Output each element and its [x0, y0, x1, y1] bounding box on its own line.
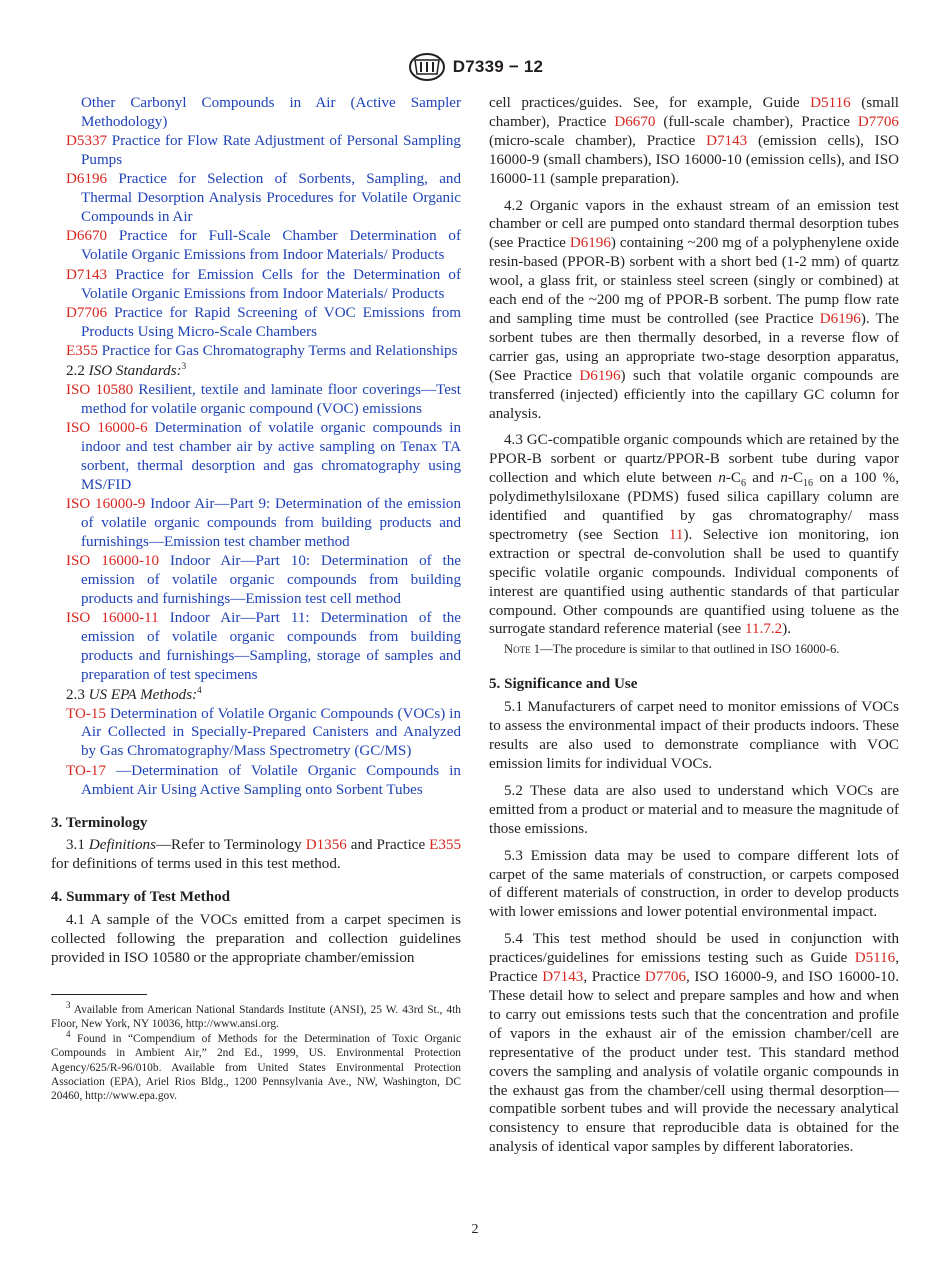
epa-methods-heading	[51, 686, 461, 705]
reference-item	[51, 762, 461, 800]
reference-code[interactable]: D6196	[66, 171, 108, 188]
text-run: and Practice	[350, 837, 426, 854]
text-run: 4.2 Organic vapors in the exhaust stream of an emission test chamber or cell are pumped onto standard thermal desorption tubes (see Practice	[489, 197, 899, 252]
term-label: Definitions	[88, 837, 156, 854]
subsection-title: ISO Standards:	[88, 362, 182, 379]
text-run: , Practice	[489, 950, 899, 986]
text-run: on a 100 %, polydimethylsiloxane (PDMS) fused silica capillary column are identified and quantified by gas chromatography/ mass spectrometry (see Section	[489, 470, 900, 543]
text-run: ). The sorbent tubes are then thermally desorbed, in a reverse flow of carrier gas, using an appropriate two-stage desorption apparatus, (See Practice	[489, 310, 899, 384]
reference-link[interactable]: D7143	[542, 969, 584, 986]
paragraph-5-3: 5.3 Emission data may be used to compare different lots of carpet of the same materials of construction, or carpets composed of different materials of construction, in order to develop products with lower emissions and lower potential environmental impact.	[489, 847, 899, 921]
left-column	[51, 94, 461, 1104]
reference-code[interactable]: D7143	[66, 266, 108, 283]
italic-n: n	[718, 470, 726, 487]
reference-code[interactable]: E355	[66, 343, 98, 360]
paragraph-5-2: 5.2 These data are also used to understand which VOCs are emitted from a product or material and to measure the magnitude of those emissions.	[489, 782, 899, 837]
text-run: (micro-scale chamber), Practice	[489, 132, 696, 149]
reference-continuation[interactable]: Other Carbonyl Compounds in Air (Active Sampler Methodology)	[81, 95, 461, 130]
reference-item	[51, 304, 461, 342]
paragraph-number: 3.1	[66, 837, 85, 854]
reference-title[interactable]: —Determination of Volatile Organic Compounds in Ambient Air Using Active Sampling onto Sorbent Tubes	[81, 762, 461, 798]
reference-title[interactable]: Practice for Gas Chromatography Terms and Relationships	[101, 343, 458, 360]
text-run: ). Selective ion monitoring, ion extraction or spectral de-convolution shall be used to quantify specific volatile organic compounds. Individual components of interest are quantified using authentic standards of that particular compound. Other compounds are quantified using toluene as the surrogate standard reference material (see	[489, 526, 899, 638]
page-number: 2	[471, 1222, 479, 1237]
reference-item	[51, 609, 461, 685]
reference-item	[51, 419, 461, 495]
astm-logo-icon	[407, 52, 447, 82]
reference-title[interactable]: Determination of Volatile Organic Compounds (VOCs) in Air Collected in Specially-Prepared Canisters and Analyzed by Gas Chromatography/Mass Spectrometry (GC/MS)	[81, 705, 461, 760]
reference-link[interactable]: D5116	[810, 95, 851, 111]
reference-code[interactable]: ISO 16000-11	[66, 610, 159, 627]
subsection-number: 2.2	[66, 362, 85, 379]
reference-code[interactable]: D6670	[66, 228, 108, 245]
reference-item	[51, 132, 461, 170]
reference-code[interactable]: D7706	[66, 304, 108, 321]
text-run: ).	[782, 621, 792, 638]
text-run: ) such that volatile organic compounds are transferred (injected) efficiently into the capillary GC column for analysis.	[489, 367, 899, 422]
reference-item	[51, 227, 461, 265]
reference-item	[51, 170, 461, 227]
section-heading-terminology: 3. Terminology	[51, 814, 148, 831]
reference-code[interactable]: ISO 16000-6	[66, 419, 148, 436]
footnote-4	[51, 1029, 461, 1103]
reference-title[interactable]: Indoor Air—Part 10: Determination of the emission of volatile organic compounds from building products and furnishings—Emission test cell method	[81, 553, 461, 608]
reference-title[interactable]: Indoor Air—Part 11: Determination of the emission of volatile organic compounds from building products and furnishings—Sampling, storage of samples and preparation of test specimens	[81, 610, 461, 684]
text-run: -C	[787, 470, 804, 487]
note-text: —The procedure is similar to that outlined in ISO 16000-6.	[540, 642, 840, 657]
note-label: Note 1	[504, 642, 541, 657]
text-run: , ISO 16000-9, and ISO 16000-10. These detail how to select and prepare samples and how and when to carry out emissions tests such that the concentration and profile of vapors in the exhaust air of the emission chamber/cell are representative of the product under test. This standard method covers the sampling and analysis of volatile organic compounds in the exhaust gas from the chamber/cell using thermal desorption—compatible sorbent tubes and will provide the necessary analytical consistency to ensure that reproducible data is obtained for the analysis of identical vapor samples by different laboratories.	[489, 969, 899, 1156]
reference-item	[51, 552, 461, 609]
reference-item	[51, 266, 461, 304]
reference-title[interactable]: Practice for Rapid Screening of VOC Emissions from Products Using Micro-Scale Chambers	[81, 304, 461, 340]
right-column	[489, 94, 899, 1165]
text-run: cell practices/guides. See, for example, Guide	[489, 95, 800, 111]
reference-link[interactable]: D7706	[644, 969, 687, 986]
footnote-marker: 3	[66, 1000, 71, 1011]
reference-title[interactable]: Practice for Flow Rate Adjustment of Personal Sampling Pumps	[81, 132, 461, 168]
paragraph-4-2	[489, 197, 899, 424]
reference-item	[51, 342, 461, 361]
reference-item	[51, 495, 461, 552]
subscript: 16	[803, 478, 814, 490]
reference-link[interactable]: D5116	[854, 950, 896, 967]
text-run: (emission cells), ISO 16000-9 (small chambers), ISO 16000-10 (emission cells), and ISO 16000-11 (sample preparation).	[489, 132, 899, 187]
footnote-marker: 3	[181, 360, 187, 371]
paragraph-3-1	[51, 836, 461, 874]
reference-link[interactable]: 11.7.2	[745, 621, 783, 638]
text-run: 5.4 This test method should be used in conjunction with practices/guidelines for emissions testing such as Guide	[489, 931, 899, 967]
subscript: 6	[740, 478, 746, 490]
reference-code[interactable]: ISO 16000-10	[66, 553, 160, 570]
reference-title[interactable]: Determination of volatile organic compounds in indoor and test chamber air by active sampling on Tenax TA sorbent, thermal desorption and gas chromatography using MS/FID	[81, 419, 462, 493]
reference-link[interactable]: D6196	[819, 310, 861, 327]
reference-item	[51, 381, 461, 419]
reference-link[interactable]: D6196	[579, 367, 621, 384]
text-run: , Practice	[583, 969, 641, 986]
reference-code[interactable]: D5337	[66, 132, 108, 149]
italic-n: n	[780, 470, 788, 487]
footnote-3	[51, 1000, 461, 1031]
text-run: for definitions of terms used in this test method.	[51, 856, 341, 873]
subsection-number: 2.3	[66, 686, 85, 703]
subsection-title: US EPA Methods:	[88, 686, 198, 703]
text-run: ) containing ~200 mg of a polyphenylene oxide resin-based (PPOR-B) sorbent with a short bed (1-2 mm) of quartz wool, a glass frit, or stainless steel screen (singly or combined) at each end of the ~200 mg of PPOR-B sorbent. The pump flow rate and sampling time must be controlled (see Practice	[489, 235, 899, 327]
reference-title[interactable]: Practice for Emission Cells for the Determination of Volatile Organic Emissions from Indoor Materials/ Products	[81, 266, 461, 302]
footnote-text: Available from American National Standards Institute (ANSI), 25 W. 43rd St., 4th Floor, New York, NY 10036, http://www.ansi.org.	[51, 1003, 461, 1031]
paragraph-4-3	[489, 431, 899, 639]
paragraph-4-1-continued	[489, 94, 899, 189]
footnote-marker: 4	[197, 684, 202, 695]
paragraph-5-1: 5.1 Manufacturers of carpet need to monitor emissions of VOCs to assess the environmental impact of their products indoors. These results are also used to demonstrate compliance with VOC emission limits for individual VOCs.	[489, 699, 899, 772]
section-heading-summary: 4. Summary of Test Method	[51, 889, 231, 906]
footnote-text: Found in “Compendium of Methods for the Determination of Toxic Organic Compounds in Ambient Air,” 2nd Ed., 1999, US. Environmental Protection Agency/625/R-96/010b. Available from United States Environmental Protection Association (EPA), Ariel Rios Bldg., 1200 Pennsylvania Ave., NW, Washington, DC 20460, http://www.epa.gov.	[51, 1033, 461, 1103]
text-run: (small chamber), Practice	[489, 95, 899, 130]
reference-title[interactable]: Indoor Air—Part 9: Determination of the emission of volatile organic compounds from building products and furnishings—Emission test chamber method	[81, 496, 461, 550]
text-run: (full-scale chamber), Practice	[663, 113, 850, 130]
epa-reference-list	[51, 705, 461, 800]
reference-code[interactable]: TO-15	[66, 705, 106, 722]
page-header	[0, 52, 950, 82]
iso-standards-heading	[51, 362, 461, 381]
text-run: and	[752, 470, 775, 487]
reference-code[interactable]: ISO 16000-9	[66, 496, 146, 513]
reference-link[interactable]: D7706	[857, 113, 899, 130]
reference-title[interactable]: Practice for Selection of Sorbents, Sampling, and Thermal Desorption Analysis Procedures for Volatile Organic Compounds in Air	[81, 171, 461, 225]
section-heading-significance: 5. Significance and Use	[489, 676, 638, 693]
note-1	[489, 641, 899, 657]
text-run: 4.3 GC-compatible organic compounds which are retained by the PPOR-B sorbent or quartz/PPOR-B sorbent tube during vapor collection and which elute between	[489, 432, 899, 487]
text-run: —Refer to Terminology	[155, 837, 302, 854]
reference-item	[51, 705, 461, 762]
reference-link[interactable]: D6196	[569, 235, 611, 252]
reference-title[interactable]: Resilient, textile and laminate floor coverings—Test method for volatile organic compound (VOC) emissions	[81, 381, 461, 417]
astm-reference-list	[51, 132, 461, 361]
footnote-marker: 4	[66, 1029, 71, 1040]
reference-code[interactable]: ISO 10580	[66, 381, 134, 398]
paragraph-4-1: 4.1 A sample of the VOCs emitted from a carpet specimen is collected following the preparation and collection guidelines provided in ISO 10580 or the appropriate chamber/emission	[51, 912, 461, 966]
reference-link[interactable]: D1356	[305, 837, 347, 854]
text-run: -C	[725, 470, 741, 487]
reference-link[interactable]: 11	[668, 526, 684, 543]
iso-reference-list	[51, 381, 461, 686]
reference-link[interactable]: D7143	[706, 132, 748, 149]
footnote-divider	[51, 994, 147, 995]
reference-code[interactable]: TO-17	[66, 762, 106, 779]
paragraph-5-4	[489, 930, 899, 1157]
reference-link[interactable]: E355	[429, 837, 462, 854]
reference-title[interactable]: Practice for Full-Scale Chamber Determination of Volatile Organic Emissions from Indoor Materials/ Products	[81, 228, 461, 264]
document-designation: D7339 − 12	[452, 57, 544, 76]
reference-link[interactable]: D6670	[614, 113, 656, 130]
